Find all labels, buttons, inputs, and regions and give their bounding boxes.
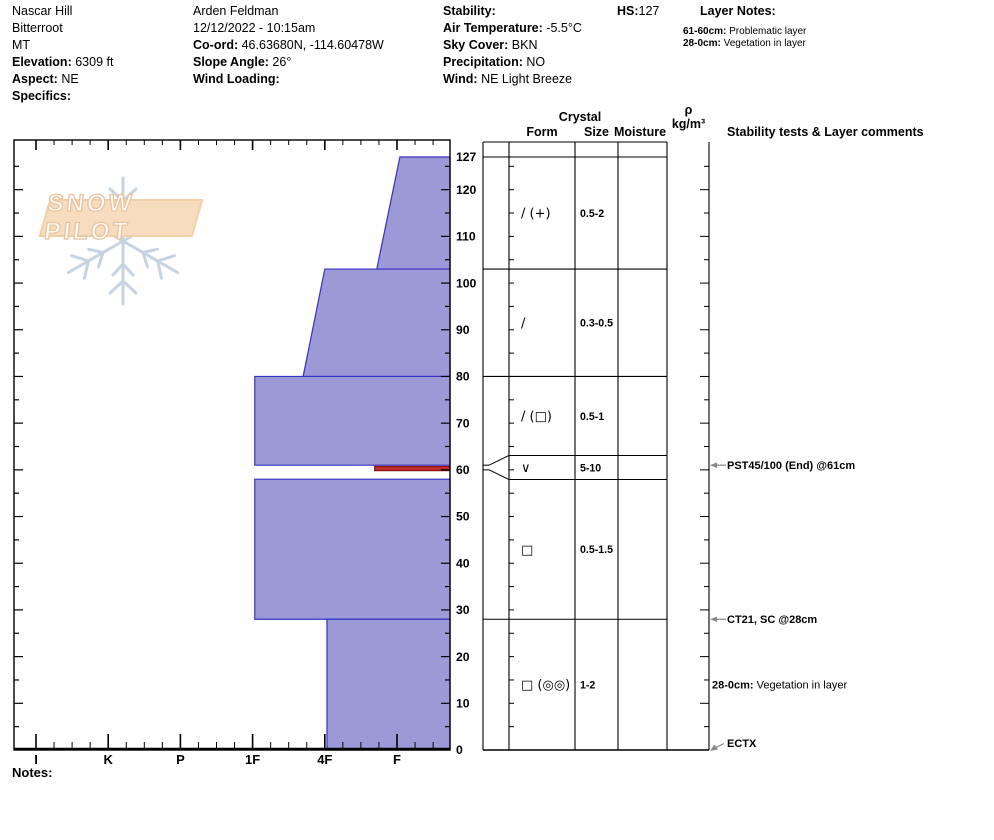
- svg-text:1-2: 1-2: [580, 679, 596, 692]
- col-header-size: Size: [583, 125, 609, 139]
- wind-loading: Wind Loading:: [193, 72, 280, 86]
- svg-text:0.5-1.5: 0.5-1.5: [580, 544, 613, 557]
- site-specifics: Specifics:: [12, 89, 72, 103]
- coordinates: Co-ord: 46.63680N, -114.60478W: [193, 38, 384, 52]
- svg-text:20: 20: [456, 649, 470, 664]
- col-header-comments: Stability tests & Layer comments: [727, 125, 924, 139]
- col-header-moisture: Moisture: [613, 125, 667, 139]
- col-header-crystal: Crystal: [558, 110, 602, 124]
- site-state: MT: [12, 38, 31, 52]
- svg-text:/ (□): / (□): [521, 409, 552, 425]
- layer-note: 61-60cm: Problematic layer: [683, 26, 807, 37]
- svg-text:90: 90: [456, 322, 470, 337]
- svg-text:110: 110: [456, 229, 476, 244]
- svg-text:F: F: [393, 752, 401, 767]
- wind: Wind: NE Light Breeze: [443, 72, 573, 86]
- svg-text:0.5-2: 0.5-2: [580, 207, 605, 220]
- svg-text:/ (+): / (+): [521, 206, 551, 222]
- observation-date: 12/12/2022 - 10:15am: [193, 21, 316, 35]
- svg-text:0.3-0.5: 0.3-0.5: [580, 317, 613, 330]
- col-header-density-units: kg/m³: [671, 117, 706, 131]
- logo-banner: [39, 190, 204, 245]
- col-header-form: Form: [526, 125, 558, 139]
- stability: Stability:: [443, 4, 496, 18]
- svg-text:40: 40: [456, 556, 470, 571]
- svg-text:□ (◎◎): □ (◎◎): [521, 678, 571, 694]
- slope-angle: Slope Angle: 26°: [193, 55, 292, 69]
- svg-text:50: 50: [456, 509, 470, 524]
- svg-text:5-10: 5-10: [580, 462, 602, 475]
- logo-text: SNOW PILOT: [43, 190, 136, 245]
- notes-label: Notes:: [12, 765, 53, 780]
- sky-cover: Sky Cover: BKN: [443, 38, 538, 52]
- svg-text:127: 127: [456, 150, 477, 165]
- svg-text:120: 120: [456, 182, 477, 197]
- site-range: Bitterroot: [12, 21, 63, 35]
- air-temperature: Air Temperature: -5.5°C: [443, 21, 582, 35]
- svg-text:□: □: [521, 542, 534, 558]
- svg-text:I: I: [34, 752, 38, 767]
- precipitation: Precipitation: NO: [443, 55, 546, 69]
- site-name: Nascar Hill: [12, 4, 73, 18]
- svg-text:PST45/100 (End) @61cm: PST45/100 (End) @61cm: [727, 459, 856, 472]
- svg-text:100: 100: [456, 276, 477, 291]
- layer-notes-title: Layer Notes:: [700, 4, 776, 18]
- layer-note: 28-0cm: Vegetation in layer: [683, 38, 806, 49]
- svg-text:60: 60: [456, 463, 470, 478]
- svg-text:70: 70: [456, 416, 470, 431]
- site-elevation: Elevation: 6309 ft: [12, 55, 114, 69]
- total-height-hs: HS:127: [617, 4, 660, 18]
- svg-text:10: 10: [456, 696, 470, 711]
- svg-text:30: 30: [456, 603, 470, 618]
- svg-text:CT21, SC @28cm: CT21, SC @28cm: [727, 614, 818, 627]
- svg-text:1F: 1F: [245, 752, 261, 767]
- svg-text:ECTX: ECTX: [727, 738, 757, 750]
- svg-text:P: P: [176, 752, 185, 767]
- svg-text:0.5-1: 0.5-1: [580, 410, 605, 423]
- svg-text:0: 0: [456, 743, 463, 758]
- col-header-density: ρ: [684, 103, 693, 117]
- svg-text:28-0cm: Vegetation in layer: 28-0cm: Vegetation in layer: [712, 679, 848, 692]
- svg-text:/: /: [521, 316, 526, 332]
- svg-text:∨: ∨: [521, 461, 531, 476]
- site-aspect: Aspect: NE: [12, 72, 79, 86]
- svg-text:K: K: [103, 752, 113, 767]
- svg-text:80: 80: [456, 369, 470, 384]
- svg-text:4F: 4F: [317, 752, 333, 767]
- observer-name: Arden Feldman: [193, 4, 279, 18]
